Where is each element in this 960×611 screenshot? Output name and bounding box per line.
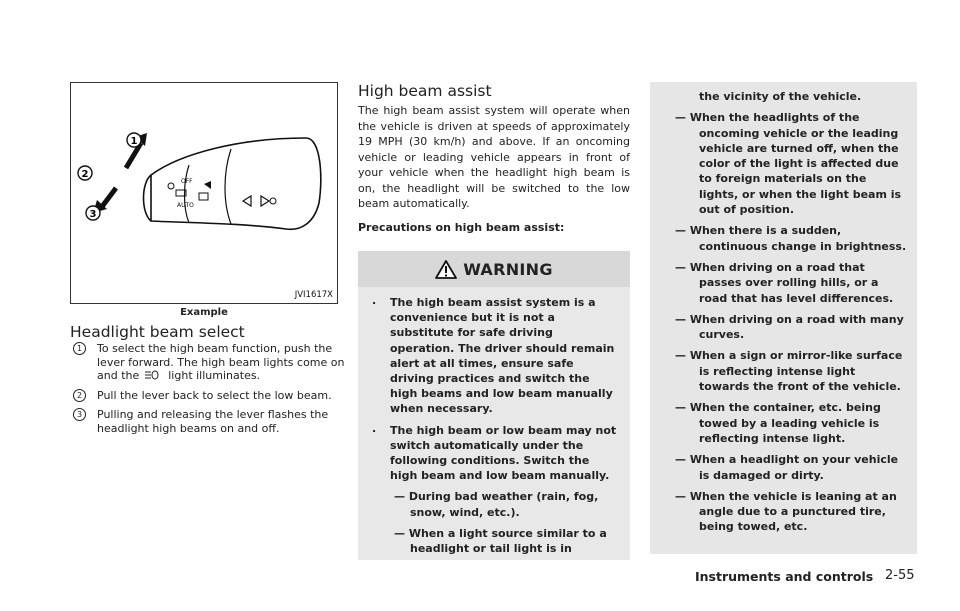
heading-high-beam-assist: High beam assist <box>358 82 492 100</box>
warning-title: WARNING <box>463 259 553 279</box>
continuation-text: the vicinity of the vehicle. <box>699 90 862 103</box>
warning-bullet: . The high beam assist system is a convenience but it is not a substitute for safe driving operation. The driver should remain alert at all times, ensure safe driving practices and switch the high beams and low beam manually when necessary. <box>370 295 620 417</box>
warning-sub-item: — When a headlight on your vehicle is damaged or dirty. <box>675 453 899 482</box>
warning-bullet: . The high beam or low beam may not switch automatically under the following conditions. Switch the high beam and low beam manually. <box>370 423 620 484</box>
intro-paragraph: The high beam assist system will operate when the vehicle is driven at speeds of approximately 19 MPH (30 km/h) and above. If an oncoming vehicle or leading vehicle appears in front of your vehicle when the headlight high beam is on, the headlight will be switched to the low beam automatically. <box>358 104 630 210</box>
high-beam-indicator-icon <box>143 370 165 380</box>
headlight-lever-drawing <box>71 83 337 303</box>
warning-sub-item: — When the vehicle is leaning at an angle due to a punctured tire, being towed, etc. <box>675 489 897 534</box>
precautions-label: Precautions on high beam assist: <box>358 220 565 234</box>
lever-illustration <box>70 82 338 304</box>
callout-1 <box>127 133 141 147</box>
warning-continuation-box <box>650 82 917 554</box>
warning-sub-item: — When a sign or mirror-like surface is reflecting intense light towards the front of the vehicle. <box>675 349 903 394</box>
warning-triangle-icon <box>435 260 457 279</box>
figure-caption: Example <box>180 307 228 318</box>
warning-sub-item: — During bad weather (rain, fog, snow, wind, etc.). <box>394 490 599 519</box>
step-number: 3 <box>73 408 86 421</box>
warning-sub-item: — When driving on a road with many curves. <box>675 312 904 342</box>
warning-header <box>358 251 630 287</box>
callout-2 <box>78 166 92 180</box>
warning-box <box>358 287 630 560</box>
warning-sub-item: — When the container, etc. being towed by a leading vehicle is reflecting intense light. <box>675 401 881 445</box>
svg-text:3: 3 <box>89 209 97 220</box>
step-number: 2 <box>73 389 86 402</box>
warning-sub-item: — When driving on a road that passes over rolling hills, or a road that has level differences. <box>675 260 894 305</box>
beam-select-list <box>70 342 345 441</box>
step-number: 1 <box>73 342 86 355</box>
svg-text:AUTO: AUTO <box>177 202 194 209</box>
list-item: 1 To select the high beam function, push the lever forward. The high beam lights come on and the light illuminates. <box>70 342 345 383</box>
high-beam-assist-section <box>358 82 630 235</box>
page-number: 2-55 <box>885 568 915 583</box>
svg-text:OFF: OFF <box>181 178 193 185</box>
warning-sub-item: — When a light source similar to a headlight or tail light is in <box>394 526 607 556</box>
warning-sub-item: — When there is a sudden, continuous change in brightness. <box>675 224 907 253</box>
heading-headlight-beam-select: Headlight beam select <box>70 323 245 341</box>
callout-3 <box>86 206 100 220</box>
list-item: 2 Pull the lever back to select the low beam. <box>70 389 345 403</box>
warning-sub-item: — When the headlights of the oncoming vehicle or the leading vehicle are turned off, when the color of the light is affected due to foreign materials on the lights, or when the light beam is out of position. <box>675 111 902 217</box>
figure-id: JVI1617X <box>294 290 333 300</box>
svg-text:1: 1 <box>130 136 138 147</box>
footer-section-title: Instruments and controls <box>695 569 874 584</box>
svg-text:2: 2 <box>81 169 89 180</box>
list-item: 3 Pulling and releasing the lever flashes the headlight high beams on and off. <box>70 408 345 435</box>
